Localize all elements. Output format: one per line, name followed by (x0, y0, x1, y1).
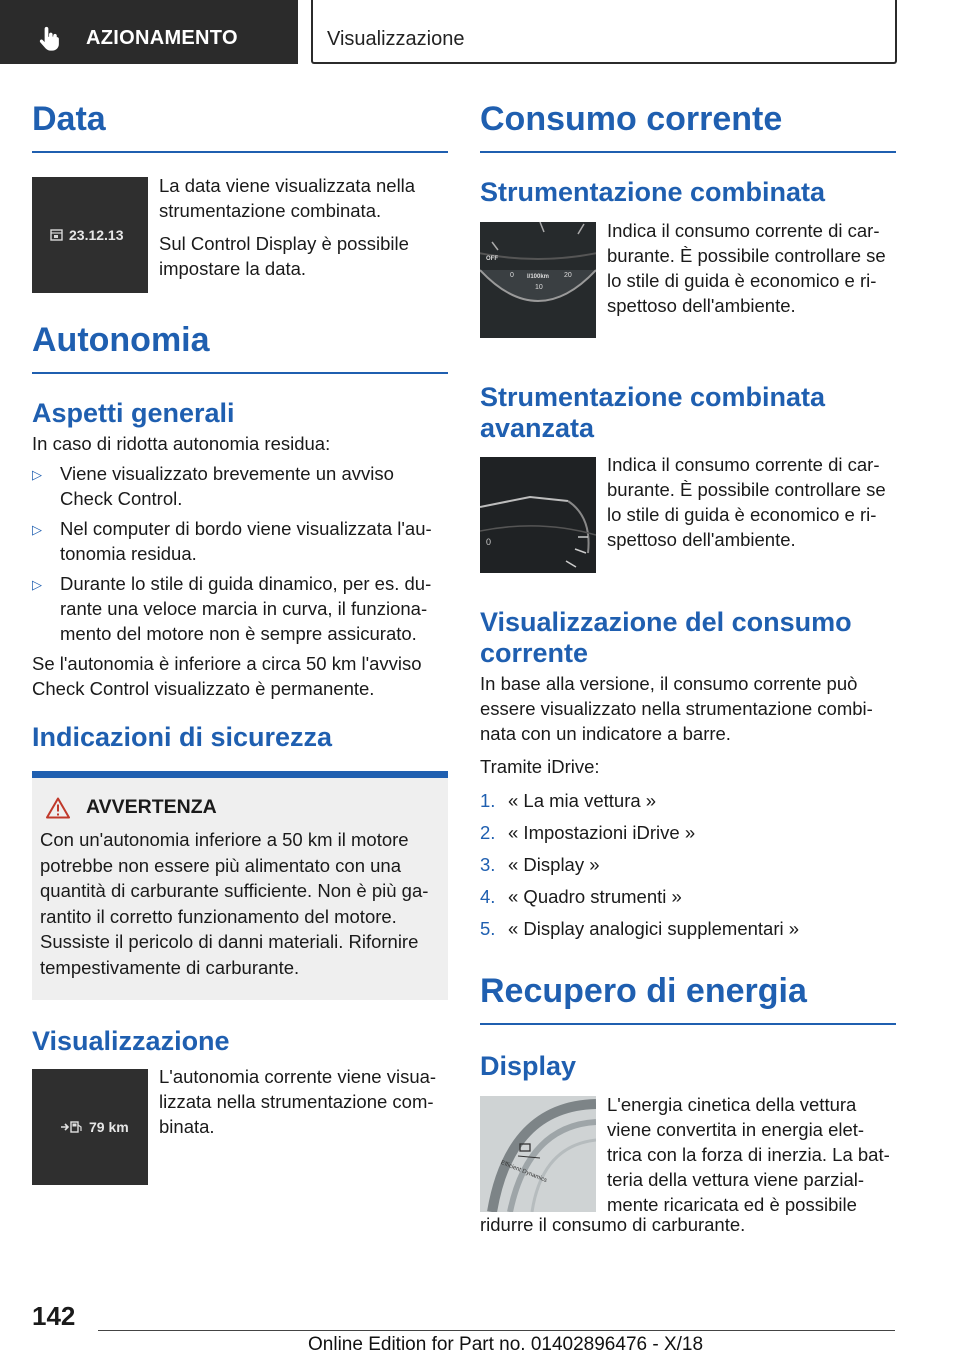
aspetti-intro: In caso di ridotta autonomia residua: (32, 433, 331, 455)
warning-box (32, 771, 448, 1000)
hand-pointer-icon (36, 24, 64, 52)
tab-azionamento[interactable] (0, 0, 298, 64)
right-column (480, 100, 896, 1237)
advanced-gauge-graphic (480, 457, 596, 573)
visualizzazione-description (159, 1064, 449, 1139)
visualizzazione-text: L'autonomia corrente viene visua-lizzata nella strumentazione com-binata. (159, 1066, 437, 1138)
bullet-list (32, 461, 448, 646)
list-item (480, 916, 896, 948)
heading-rule (480, 151, 896, 153)
step-text: « Display analogici supplementari » (508, 918, 800, 940)
display-block (480, 1096, 896, 1218)
warning-header (40, 796, 440, 819)
heading-visualizzazione-consumo: Visualizzazione del consumo corrente (480, 607, 852, 669)
advanced-gauge-figure (480, 457, 596, 573)
aspetti-outro: Se l'autonomia è inferiore a circa 50 km l'avviso Check Control visualizzato è permanente. (32, 653, 422, 700)
display-text-continued: ridurre il consumo di carburante. (480, 1214, 746, 1236)
warning-text: Con un'autonomia inferiore a 50 km il motore potrebbe non essere più alimentato con una quantità di carburante sufficiente. Non è più ga-rantito il corretto funzionamento del motore. Sussiste il pericolo di danni materiali. Rifornire tempestivamente di carburante. (40, 829, 429, 978)
step-number: 2. (480, 822, 496, 844)
triangle-bullet-icon: ▷ (32, 577, 42, 593)
strumentazione-description (607, 218, 897, 318)
header-bar (0, 0, 960, 66)
energy-recovery-graphic (480, 1096, 596, 1212)
triangle-bullet-icon: ▷ (32, 522, 42, 538)
footer-rule (98, 1330, 895, 1331)
display-text: L'energia cinetica della vettura viene convertita in energia elet-trica con la forza di inerzia. La bat-teria della vettura viene parzial-mente ricaricata ed è possibile (607, 1094, 890, 1216)
list-item-text: Nel computer di bordo viene visualizzata l'au-tonomia residua. (60, 518, 432, 565)
fuel-range-icon (60, 1120, 84, 1134)
efficient-dynamics-label: Efficient Dynamics (499, 1160, 548, 1185)
heading-rule (32, 151, 448, 153)
gauge-label-mid: 10 (535, 284, 543, 292)
heading-recupero-energia: Recupero di energia (480, 972, 807, 1011)
heading-strumentazione-avanzata: Strumentazione combinata avanzata (480, 382, 826, 444)
consumption-gauge-figure (480, 222, 596, 338)
heading-visualizzazione: Visualizzazione (32, 1026, 230, 1057)
page-number: 142 (32, 1301, 76, 1331)
step-text: « La mia vettura » (508, 790, 657, 812)
list-item (32, 516, 448, 566)
step-text: « Quadro strumenti » (508, 886, 682, 908)
idrive-steps (480, 788, 896, 948)
date-display-figure (32, 177, 148, 293)
data-block (32, 177, 448, 327)
tab-visualizzazione[interactable] (311, 0, 897, 64)
gauge-label-off: OFF (486, 256, 498, 263)
visual-consumo-text: In base alla versione, il consumo corrente può essere visualizzato nella strumentazione combi-nata con un indicatore a barre. (480, 673, 873, 745)
gauge-label-max: 20 (564, 272, 572, 280)
heading-rule (32, 372, 448, 374)
heading-display: Display (480, 1051, 577, 1082)
data-paragraph-1: La data viene visualizzata nella strumentazione combinata. (159, 175, 416, 222)
idrive-intro: Tramite iDrive: (480, 756, 600, 778)
tab-azionamento-label: AZIONAMENTO (86, 27, 238, 49)
list-item-text: Durante lo stile di guida dinamico, per es. du-rante una veloce marcia in curva, il funziona-mento del motore non è sempre assicurato. (60, 573, 432, 645)
warning-triangle-icon (46, 797, 70, 819)
advanced-gauge-label: 0 (486, 537, 492, 548)
list-item (480, 820, 896, 852)
avanzata-description (607, 452, 897, 552)
step-text: « Display » (508, 854, 600, 876)
data-paragraph-2: Sul Control Display è possibile impostare la data. (159, 233, 409, 280)
list-item-text: Viene visualizzato brevemente un avviso Check Control. (60, 463, 394, 510)
avanzata-text: Indica il consumo corrente di car-burante. È possibile controllare se lo stile di guida è economico e ri-spettoso dell'ambiente. (607, 454, 886, 551)
energy-recovery-figure (480, 1096, 596, 1212)
tab-visualizzazione-label: Visualizzazione (327, 28, 465, 50)
step-number: 1. (480, 790, 496, 812)
list-item (32, 571, 448, 646)
step-number: 4. (480, 886, 496, 908)
avanzata-block (480, 454, 896, 607)
strumentazione-block (480, 222, 896, 374)
step-number: 3. (480, 854, 496, 876)
warning-label: AVVERTENZA (86, 796, 217, 819)
list-item (480, 884, 896, 916)
heading-strumentazione-combinata: Strumentazione combinata (480, 177, 826, 208)
triangle-bullet-icon: ▷ (32, 467, 42, 483)
display-description (607, 1092, 897, 1217)
range-value: 79 km (89, 1119, 129, 1136)
gauge-label-min: 0 (510, 272, 514, 280)
strumentazione-text: Indica il consumo corrente di car-burante. È possibile controllare se lo stile di guida è economico e ri-spettoso dell'ambiente. (607, 220, 886, 317)
step-text: « Impostazioni iDrive » (508, 822, 696, 844)
heading-data: Data (32, 100, 106, 138)
heading-rule (480, 1023, 896, 1025)
heading-consumo-corrente: Consumo corrente (480, 100, 783, 138)
calendar-icon (50, 228, 63, 241)
left-column (32, 100, 448, 1189)
heading-autonomia: Autonomia (32, 321, 210, 360)
data-description (159, 173, 449, 281)
list-item (480, 788, 896, 820)
step-number: 5. (480, 918, 496, 940)
gauge-graphic (480, 222, 596, 338)
date-value: 23.12.13 (69, 227, 124, 244)
list-item (480, 852, 896, 884)
gauge-label-unit: l/100km (527, 274, 550, 281)
heading-indicazioni-sicurezza: Indicazioni di sicurezza (32, 722, 333, 753)
range-display-figure (32, 1069, 148, 1185)
heading-aspetti-generali: Aspetti generali (32, 398, 235, 429)
edition-note: Online Edition for Part no. 01402896476 - X/18 (308, 1334, 704, 1355)
list-item (32, 461, 448, 511)
visualizzazione-block (32, 1066, 448, 1189)
